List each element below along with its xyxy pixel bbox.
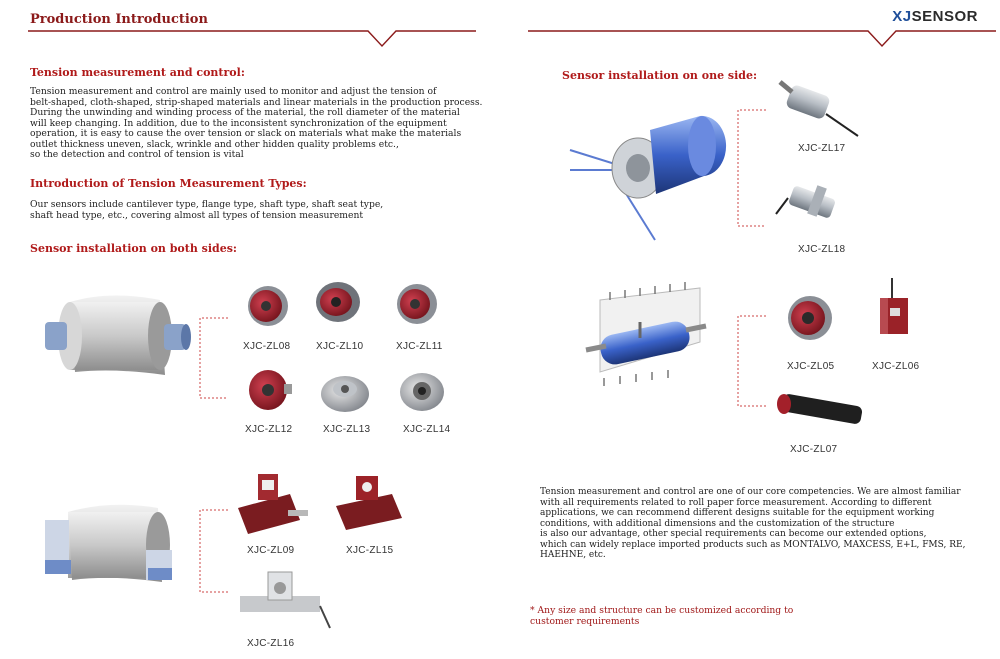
one-side-heading: Sensor installation on one side: <box>562 69 758 82</box>
label-xjc-zl08: XJC-ZL08 <box>243 341 291 352</box>
sensor-zl14-image <box>400 373 444 411</box>
sensor-zl13-image <box>321 376 369 412</box>
label-xjc-zl12: XJC-ZL12 <box>245 424 293 435</box>
sensor-zl17-image <box>780 82 858 136</box>
sensor-zl18-image <box>776 185 836 219</box>
competency-paragraph: Tension measurement and control are one of our core competencies. We are almost familiar with all requirements related to roll paper force measurement. According to different applications, we can recommend different designs suitable for the equipment working conditions, with additional dimensions and the customization of the structure is also our advantage, other special requirements can become our extended options, which can widely replace imported products such as MONTALVO, MAXCESS, E+L, FMS, RE, HAEHNE, etc. <box>540 487 966 560</box>
connector-bracket-1 <box>200 318 228 398</box>
page-title: Production Introduction <box>30 12 208 27</box>
label-xjc-zl16: XJC-ZL16 <box>247 638 295 649</box>
sensor-zl07-image <box>777 393 863 425</box>
label-xjc-zl09: XJC-ZL09 <box>247 545 295 556</box>
label-xjc-zl10: XJC-ZL10 <box>316 341 364 352</box>
both-sides-heading: Sensor installation on both sides: <box>30 242 237 255</box>
sensor-zl09-image <box>238 474 308 534</box>
sensor-zl10-image <box>316 282 360 322</box>
customization-note: * Any size and structure can be customized according to customer requirements <box>530 605 794 627</box>
label-xjc-zl17: XJC-ZL17 <box>798 143 846 154</box>
header-rule-right <box>528 31 996 46</box>
header-rule-left <box>28 31 476 46</box>
sensor-zl16-image <box>240 572 330 628</box>
connector-bracket-2 <box>200 510 228 592</box>
label-xjc-zl05: XJC-ZL05 <box>787 361 835 372</box>
sensor-zl11-image <box>397 284 437 324</box>
one-side-illustration-2 <box>586 282 706 386</box>
one-side-illustration-1 <box>570 116 726 240</box>
label-xjc-zl15: XJC-ZL15 <box>346 545 394 556</box>
sensor-zl06-image <box>880 278 908 334</box>
tension-heading: Tension measurement and control: <box>30 66 245 79</box>
label-xjc-zl11: XJC-ZL11 <box>396 341 443 352</box>
types-paragraph: Our sensors include cantilever type, flange type, shaft type, shaft seat type, shaft head type, etc., covering almost all types of tension measurement <box>30 199 384 221</box>
label-xjc-zl18: XJC-ZL18 <box>798 244 846 255</box>
sensor-zl05-image <box>788 296 832 340</box>
connector-bracket-4 <box>738 316 766 406</box>
sensor-zl08-image <box>248 286 288 326</box>
label-xjc-zl07: XJC-ZL07 <box>790 444 838 455</box>
roller-illustration-2 <box>45 505 172 582</box>
connector-bracket-3 <box>738 110 766 226</box>
roller-illustration-1 <box>45 295 191 375</box>
label-xjc-zl06: XJC-ZL06 <box>872 361 920 372</box>
label-xjc-zl13: XJC-ZL13 <box>323 424 371 435</box>
brand-logo <box>892 8 978 25</box>
types-heading: Introduction of Tension Measurement Types: <box>30 177 307 190</box>
sensor-zl15-image <box>336 476 402 530</box>
brand-logo-suffix: SENSOR <box>911 8 978 25</box>
label-xjc-zl14: XJC-ZL14 <box>403 424 451 435</box>
brand-logo-prefix: XJ <box>892 8 912 25</box>
tension-paragraph: Tension measurement and control are mainly used to monitor and adjust the tension of belt-shaped, cloth-shaped, strip-shaped materials and linear materials in the production process. During the unwinding and winding process of the material, the roll diameter of the material will keep changing. In addition, due to the inconsistent synchronization of the equipment operation, it is easy to cause the over tension or slack on materials what make the materials outlet thickness uneven, slack, wrinkle and other hidden quality problems etc., so the detection and control of tension is vital <box>30 86 483 160</box>
sensor-zl12-image <box>249 370 292 410</box>
